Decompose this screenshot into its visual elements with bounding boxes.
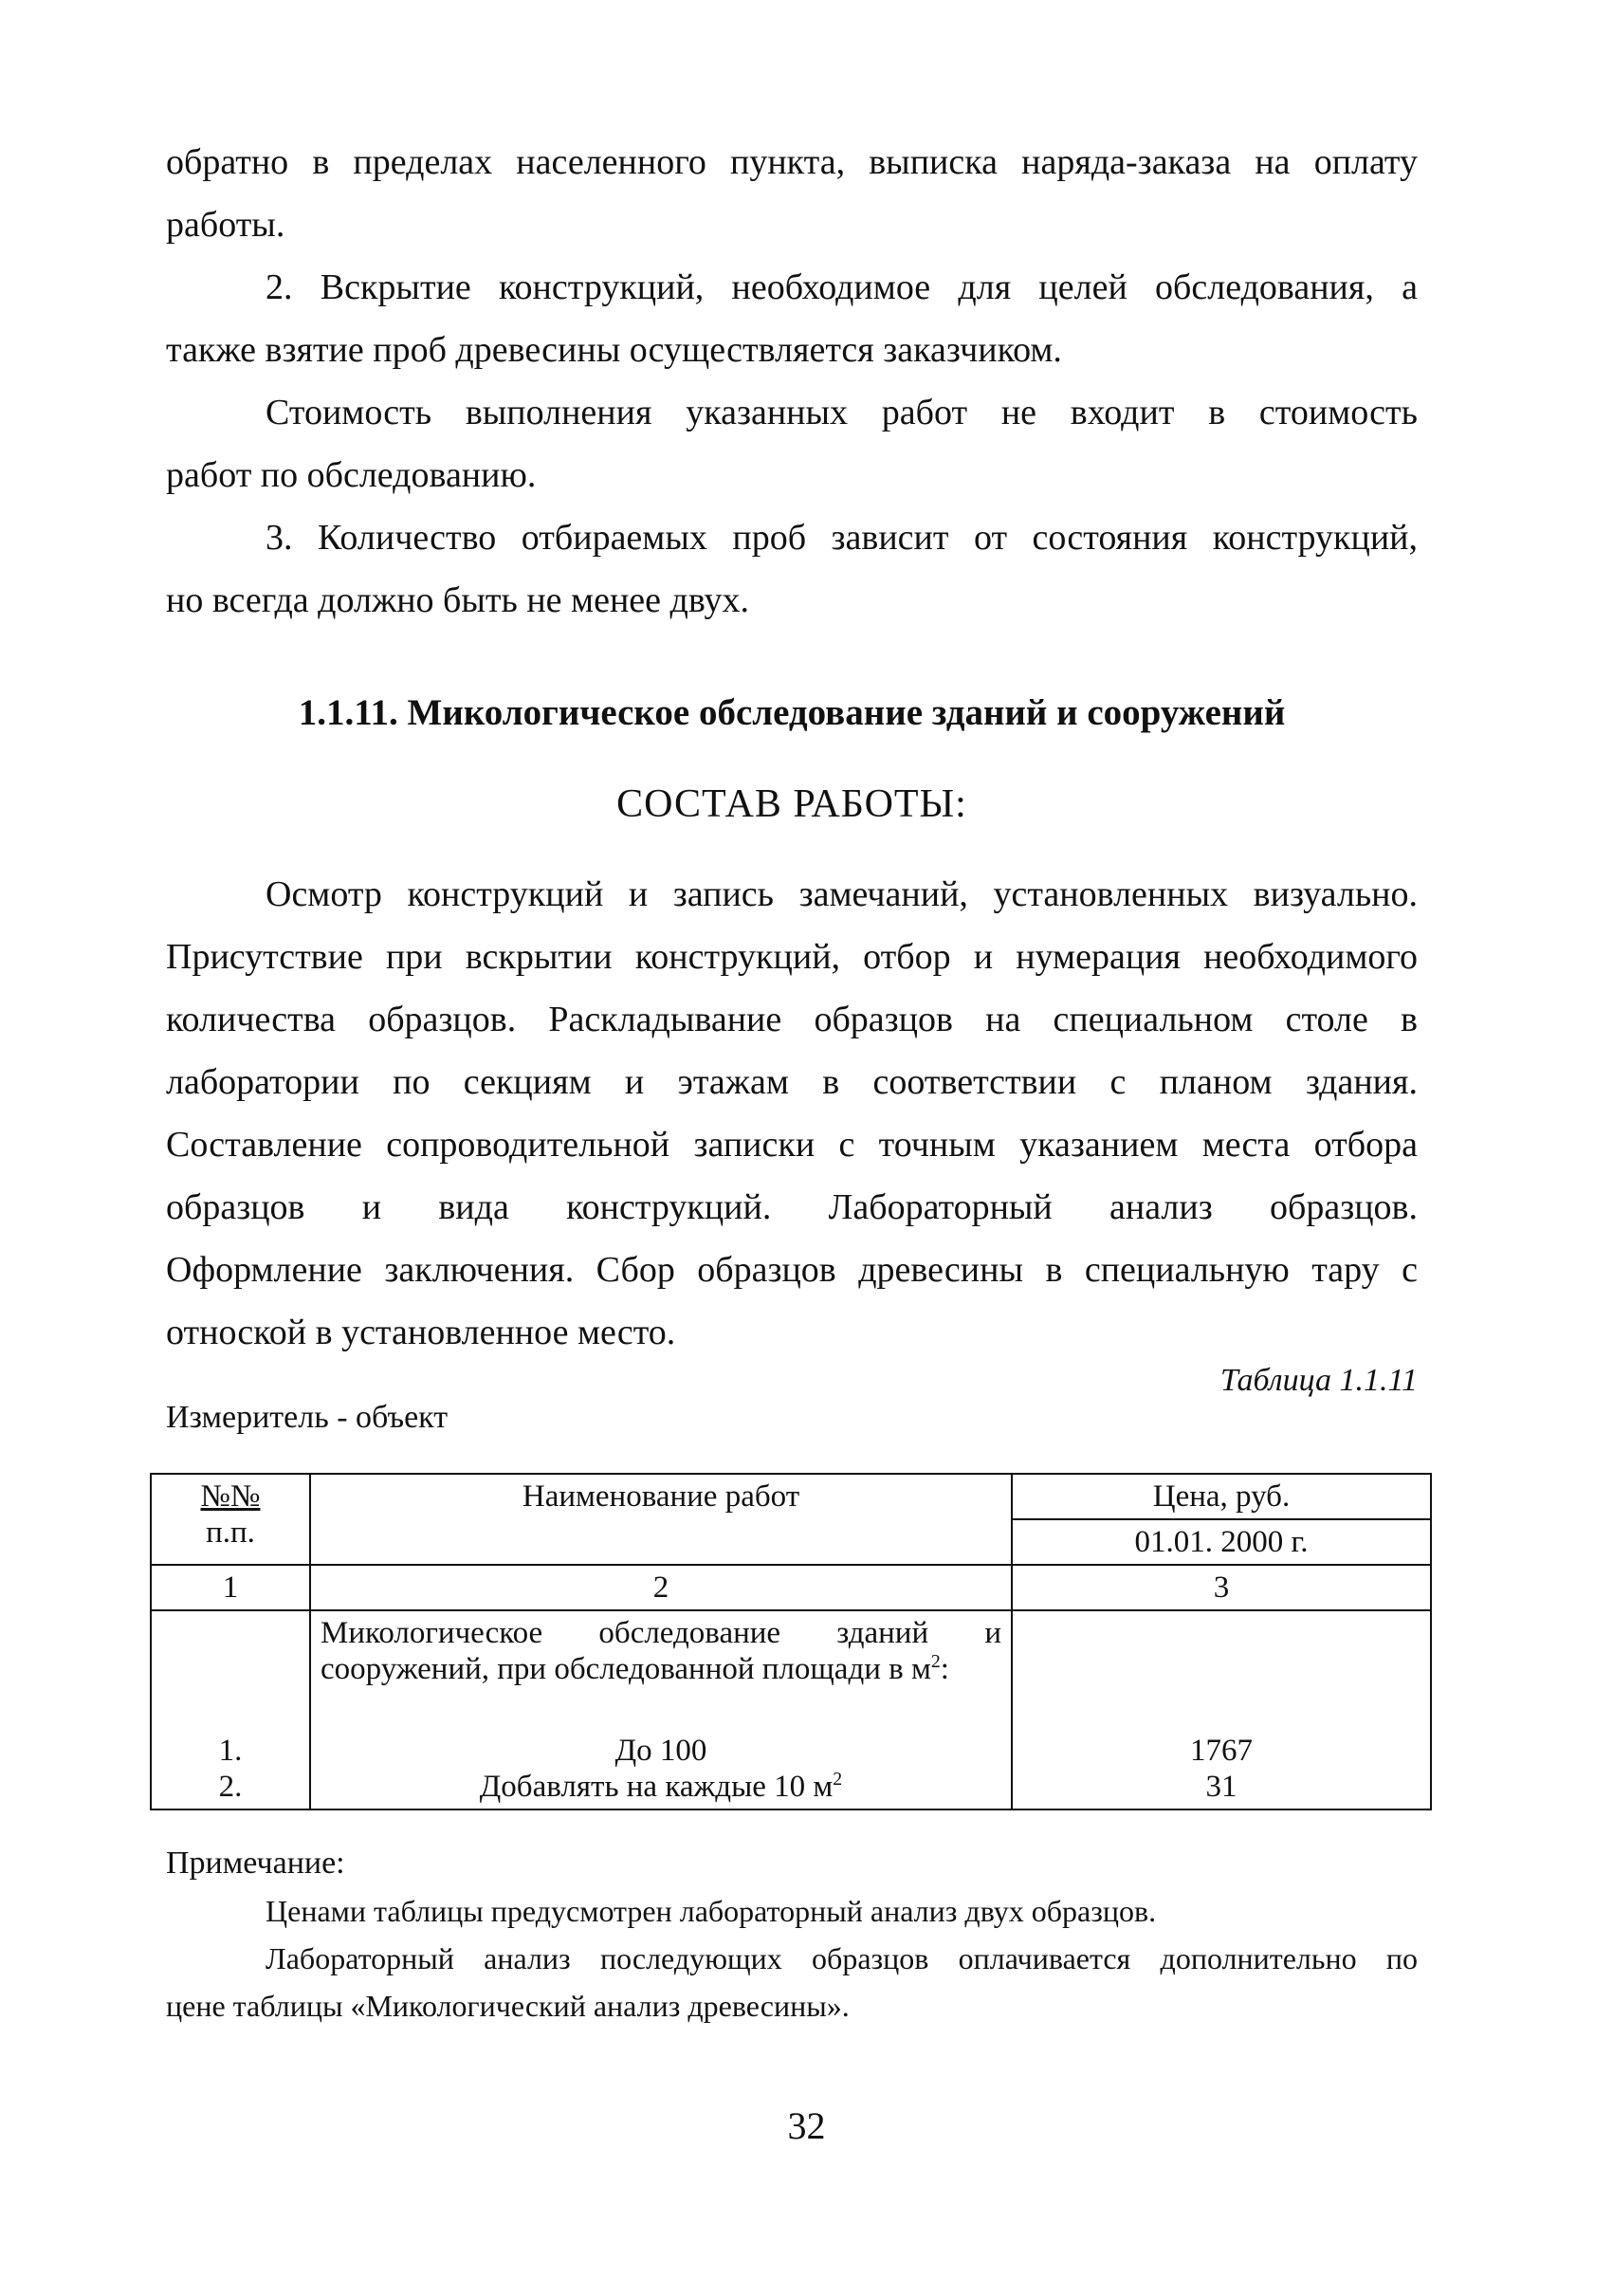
- row-name: До 100: [614, 1734, 707, 1768]
- row-num: 1.: [218, 1734, 243, 1768]
- header-num-sub: п.п.: [206, 1515, 255, 1550]
- header-name-cell: Наименование работ: [310, 1474, 1012, 1565]
- note-title: Примечание:: [166, 1846, 345, 1881]
- item3-line: но всегда должно быть не менее двух.: [166, 580, 749, 620]
- item2-line: 2. Вскрытие конструкций, необходимое для целей обследования, а: [266, 267, 1418, 307]
- section-subheading: СОСТАВ РАБОТЫ:: [616, 782, 967, 826]
- table-colnum-row: [151, 1565, 1431, 1610]
- colnum-cell: 3: [1012, 1565, 1431, 1610]
- header-date-cell: 01.01. 2000 г.: [1012, 1519, 1431, 1565]
- body-line: Оформление заключения. Сбор образцов древесины в специальную тару с: [166, 1250, 1418, 1290]
- body-line: Осмотр конструкций и запись замечаний, установленных визуально.: [266, 874, 1418, 914]
- price-table: [150, 1473, 1432, 1810]
- intro-line: работы.: [166, 205, 285, 245]
- section-heading: 1.1.11. Микологическое обследование зданий и сооружений: [298, 692, 1286, 733]
- colnum-cell: 2: [310, 1565, 1012, 1610]
- body-line: образцов и вида конструкций. Лабораторный анализ образцов.: [166, 1187, 1418, 1227]
- row-name-cell: [310, 1610, 1012, 1809]
- group-description: Микологическое обследование зданий и: [321, 1616, 1001, 1650]
- row-name: Добавлять на каждые 10 $м^2$: [479, 1769, 843, 1804]
- body-line: Присутствие при вскрытии конструкций, отбор и нумерация необходимого: [166, 937, 1418, 977]
- cost-line: Стоимость выполнения указанных работ не входит в стоимость: [266, 393, 1418, 432]
- table-label: Таблица 1.1.11: [1219, 1363, 1418, 1398]
- row-num: 2.: [218, 1770, 243, 1804]
- table-meter: Измеритель - объект: [166, 1400, 449, 1435]
- body-line: Составление сопроводительной записки с точным указанием места отбора: [166, 1125, 1418, 1165]
- header-num: №№: [200, 1479, 261, 1514]
- page-number: 32: [787, 2104, 826, 2147]
- item2-line: также взятие проб древесины осуществляется заказчиком.: [166, 330, 1062, 370]
- body-line: лаборатории по секциям и этажам в соответствии с планом здания.: [166, 1062, 1418, 1102]
- cost-line: работ по обследованию.: [166, 455, 537, 495]
- header-price-cell: Цена, руб.: [1012, 1474, 1431, 1519]
- table-header-row: [151, 1474, 1431, 1519]
- row-price: 1767: [1190, 1734, 1253, 1768]
- row-num-cell: [151, 1610, 310, 1809]
- note-line: Лабораторный анализ последующих образцов оплачивается дополнительно по: [266, 1941, 1418, 1975]
- body-line: отноской в установленное место.: [166, 1313, 676, 1352]
- header-num-cell: [151, 1474, 310, 1565]
- note-line: цене таблицы «Микологический анализ древесины».: [166, 1989, 850, 2023]
- row-price: 31: [1205, 1770, 1237, 1804]
- table-row: [151, 1610, 1431, 1809]
- body-line: количества образцов. Раскладывание образцов на специальном столе в: [166, 1000, 1418, 1039]
- item3-line: 3. Количество отбираемых проб зависит от состояния конструкций,: [266, 518, 1418, 558]
- colnum-cell: 1: [151, 1565, 310, 1610]
- row-price-cell: [1012, 1610, 1431, 1809]
- group-description-cont: сооружений, при обследованной площади в $м^2$:: [321, 1651, 949, 1686]
- intro-line: обратно в пределах населенного пункта, выписка наряда-заказа на оплату: [166, 142, 1418, 182]
- note-line: Ценами таблицы предусмотрен лабораторный анализ двух образцов.: [266, 1894, 1157, 1928]
